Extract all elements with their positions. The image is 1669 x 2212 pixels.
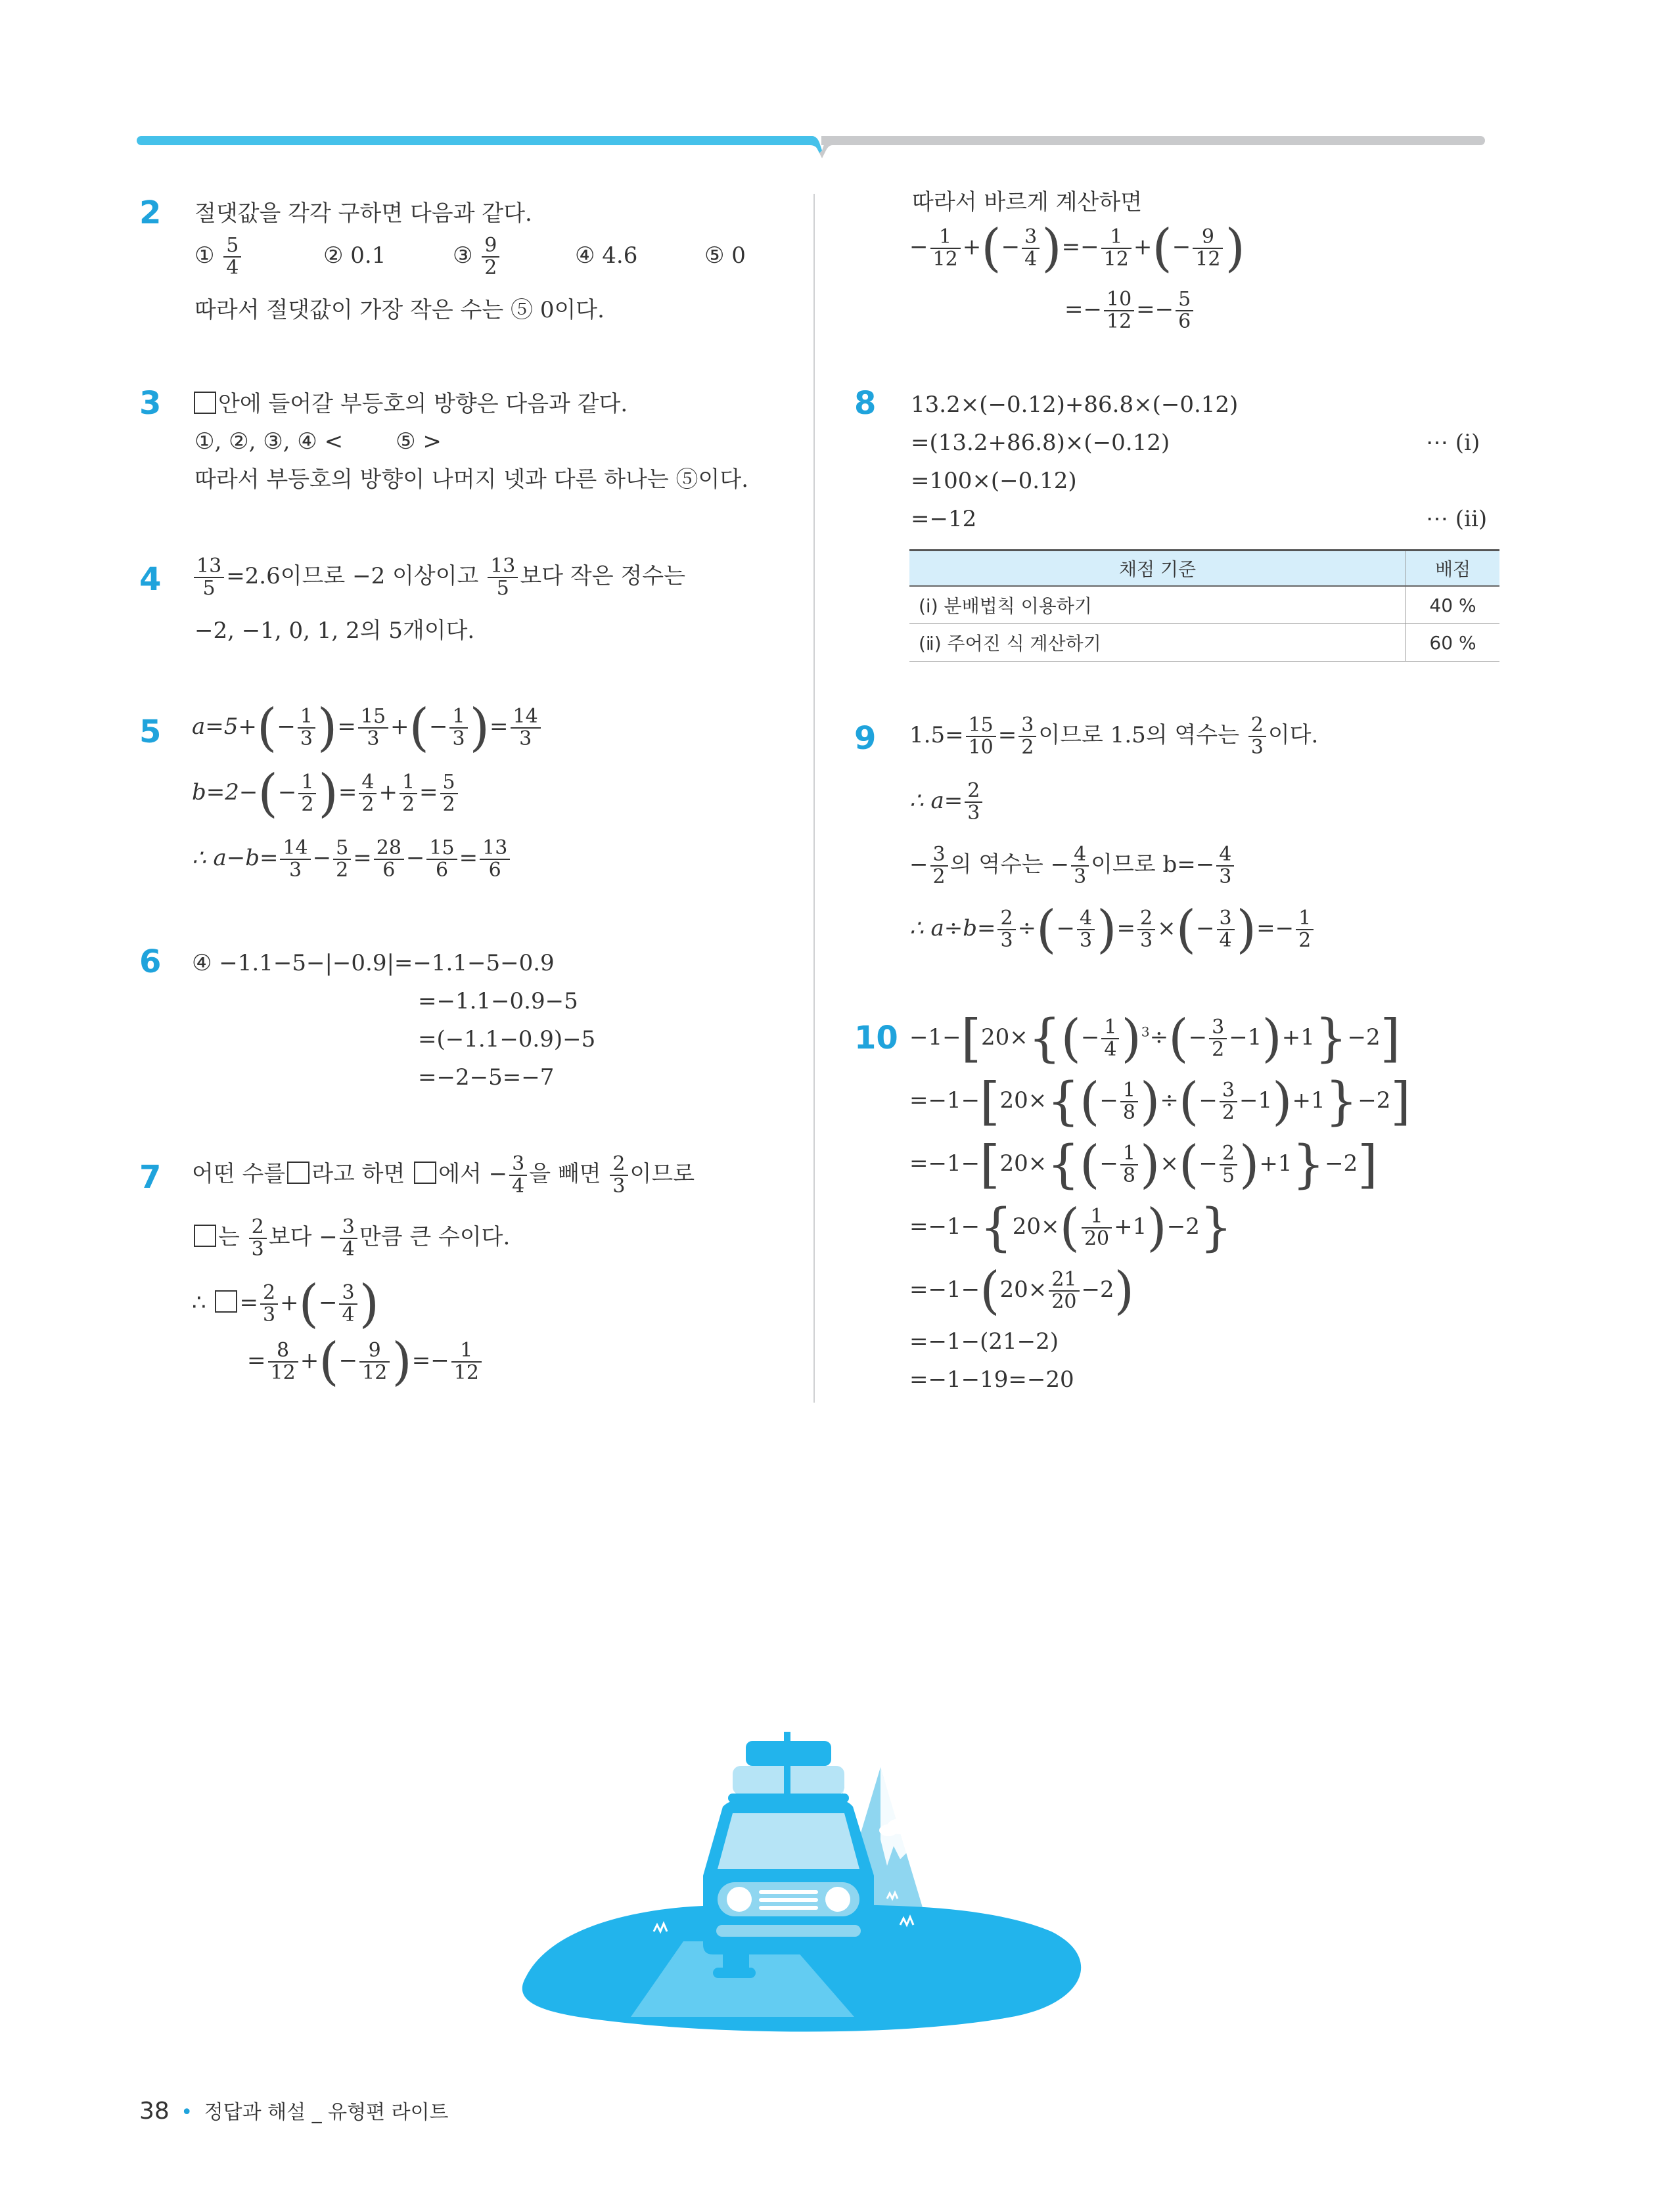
p10-line3: =−1−[20×{(− $\frac{1}{8}$ )×(− $\frac{2}{5}$ )+1}−2] <box>909 1135 1378 1194</box>
p7-line4: = $\frac{8}{12}$ +(− $\frac{9}{12}$ )=− $\frac{1}{12}$ <box>247 1340 484 1384</box>
p2-opt4: ④ 4.6 <box>575 242 638 269</box>
p10-line7: =−1−19=−20 <box>909 1366 1074 1393</box>
problem-number-8: 8 <box>854 385 877 422</box>
p4-line1: $\frac{13}{5}$ =2.6이므로 −2 이상이고 $\frac{13}{5}$ 보다 작은 정수는 <box>192 556 685 599</box>
blank-box <box>194 1225 216 1247</box>
p2-line1: 절댓값을 각각 구하면 다음과 같다. <box>194 200 532 227</box>
p7c-line2: − $\frac{1}{12}$ +(− $\frac{3}{4}$ )=− $\frac{1}{12}$ +(− $\frac{9}{12}$ ) <box>909 219 1245 278</box>
p3-line3: 따라서 부등호의 방향이 나머지 넷과 다른 하나는 ⑤이다. <box>194 466 749 493</box>
footer-bullet: • <box>181 2101 193 2124</box>
header-rule-right <box>821 136 1485 145</box>
problem-number-5: 5 <box>139 713 162 750</box>
p8-line2: =(13.2+86.8)×(−0.12) <box>911 430 1170 456</box>
p3-line2: ①, ②, ③, ④ < ⑤ > <box>194 428 442 455</box>
p8-line1: 13.2×(−0.12)+86.8×(−0.12) <box>911 392 1239 418</box>
car-travel-illustration <box>513 1708 1117 2050</box>
p6-line2: =−1.1−0.9−5 <box>418 988 578 1014</box>
footer <box>139 2096 449 2125</box>
p6-line1: ④ −1.1−5−|−0.9|=−1.1−5−0.9 <box>192 950 555 976</box>
p7-line2: 는 $\frac{2}{3}$ 보다 − $\frac{3}{4}$ 만큼 큰 수이다. <box>192 1217 510 1260</box>
problem-number-9: 9 <box>854 720 877 757</box>
p9-line4: ∴ a÷b= $\frac{2}{3}$ ÷(− $\frac{4}{3}$ )= $\frac{2}{3}$ ×(− $\frac{3}{4}$ )=− $\frac{1}{2}$ <box>909 908 1315 951</box>
p9-line2: ∴ a= $\frac{2}{3}$ <box>909 780 984 824</box>
p7c-line3: =− $\frac{10}{12}$ =− $\frac{5}{6}$ <box>1064 289 1195 332</box>
p2-line3: 따라서 절댓값이 가장 작은 수는 ⑤ 0이다. <box>194 297 605 323</box>
p4-line2: −2, −1, 0, 1, 2의 5개이다. <box>194 618 475 644</box>
p3-line1: 안에 들어갈 부등호의 방향은 다음과 같다. <box>192 391 628 417</box>
problem-number-2: 2 <box>139 194 162 231</box>
p10-line6: =−1−(21−2) <box>909 1328 1059 1355</box>
p8-line3: =100×(−0.12) <box>911 468 1077 494</box>
p10-line2: =−1−[20×{(− $\frac{1}{8}$ )÷(− $\frac{3}{2}$ −1)+1}−2] <box>909 1072 1411 1131</box>
blank-box <box>287 1162 309 1184</box>
problem-number-10: 10 <box>854 1020 898 1056</box>
p7-line3: ∴ = $\frac{2}{3}$ +(− $\frac{3}{4}$ ) <box>192 1275 380 1334</box>
p2-opt3-fraction: $\frac{9}{2}$ <box>482 235 499 279</box>
column-divider <box>813 194 815 1403</box>
p2-opt3: ③ <box>453 242 473 269</box>
blank-box <box>194 392 216 414</box>
scoring-header-points: 배점 <box>1406 551 1500 587</box>
p10-line1: −1−[20×{(− $\frac{1}{4}$ )$^3$÷(− $\frac{3}{2}$ −1)+1}−2] <box>909 1009 1401 1068</box>
page-number: 38 <box>139 2098 170 2125</box>
p7-line1: 어떤 수를 라고 하면 에서 − $\frac{3}{4}$ 을 빼면 $\frac{2}{3}$ 이므로 <box>192 1152 695 1198</box>
p5-line-a: a=5+(− $\frac{1}{3}$ )= $\frac{15}{3}$ +(− $\frac{1}{3}$ )= $\frac{14}{3}$ <box>192 706 543 750</box>
p2-opt5: ⑤ 0 <box>704 242 746 269</box>
table-row: (ⅰ) 분배법칙 이용하기 40 % <box>909 586 1499 624</box>
scoring-header-criteria: 채점 기준 <box>909 551 1406 587</box>
scoring-table <box>909 549 1499 662</box>
p2-opt2: ② 0.1 <box>323 242 386 269</box>
p5-line-b: b=2−(− $\frac{1}{2}$ )= $\frac{4}{2}$ + $\frac{1}{2}$ = $\frac{5}{2}$ <box>192 772 460 815</box>
problem-number-3: 3 <box>139 385 162 422</box>
blank-box <box>414 1162 436 1184</box>
p5-line-c: ∴ a−b= $\frac{14}{3}$ − $\frac{5}{2}$ = $\frac{28}{6}$ − $\frac{15}{6}$ = $\frac{13}{6}$ <box>192 838 512 881</box>
p8-marker1: ⋯ (ⅰ) <box>1426 430 1480 456</box>
problem-number-6: 6 <box>139 943 162 980</box>
p2-opt1-fraction: $\frac{5}{4}$ <box>223 235 241 279</box>
footer-title: 정답과 해설 _ 유형편 라이트 <box>204 2101 449 2124</box>
problem-number-4: 4 <box>139 561 162 598</box>
p9-line1: 1.5= $\frac{15}{10}$ = $\frac{3}{2}$ 이므로 1.5의 역수는 $\frac{2}{3}$ 이다. <box>909 713 1319 759</box>
p7c-line1: 따라서 바르게 계산하면 <box>912 189 1143 215</box>
blank-box <box>215 1290 237 1313</box>
p10-line5: =−1−(20× $\frac{21}{20}$ −2) <box>909 1261 1135 1320</box>
p6-line3: =(−1.1−0.9)−5 <box>418 1026 596 1052</box>
problem-number-7: 7 <box>139 1159 162 1196</box>
table-row: (ⅱ) 주어진 식 계산하기 60 % <box>909 624 1499 662</box>
p2-options <box>194 235 746 279</box>
p6-line4: =−2−5=−7 <box>418 1064 555 1091</box>
p8-line4: =−12 <box>911 506 977 532</box>
p2-opt1: ① <box>194 242 215 269</box>
header-rule-left <box>137 136 813 145</box>
p10-line4: =−1−{20×( $\frac{1}{20}$ +1)−2} <box>909 1198 1233 1257</box>
p9-line3: − $\frac{3}{2}$ 의 역수는 − $\frac{4}{3}$ 이므로 b=− $\frac{4}{3}$ <box>909 844 1236 888</box>
header-rule-notch <box>785 133 844 160</box>
p8-marker2: ⋯ (ⅱ) <box>1426 506 1488 532</box>
